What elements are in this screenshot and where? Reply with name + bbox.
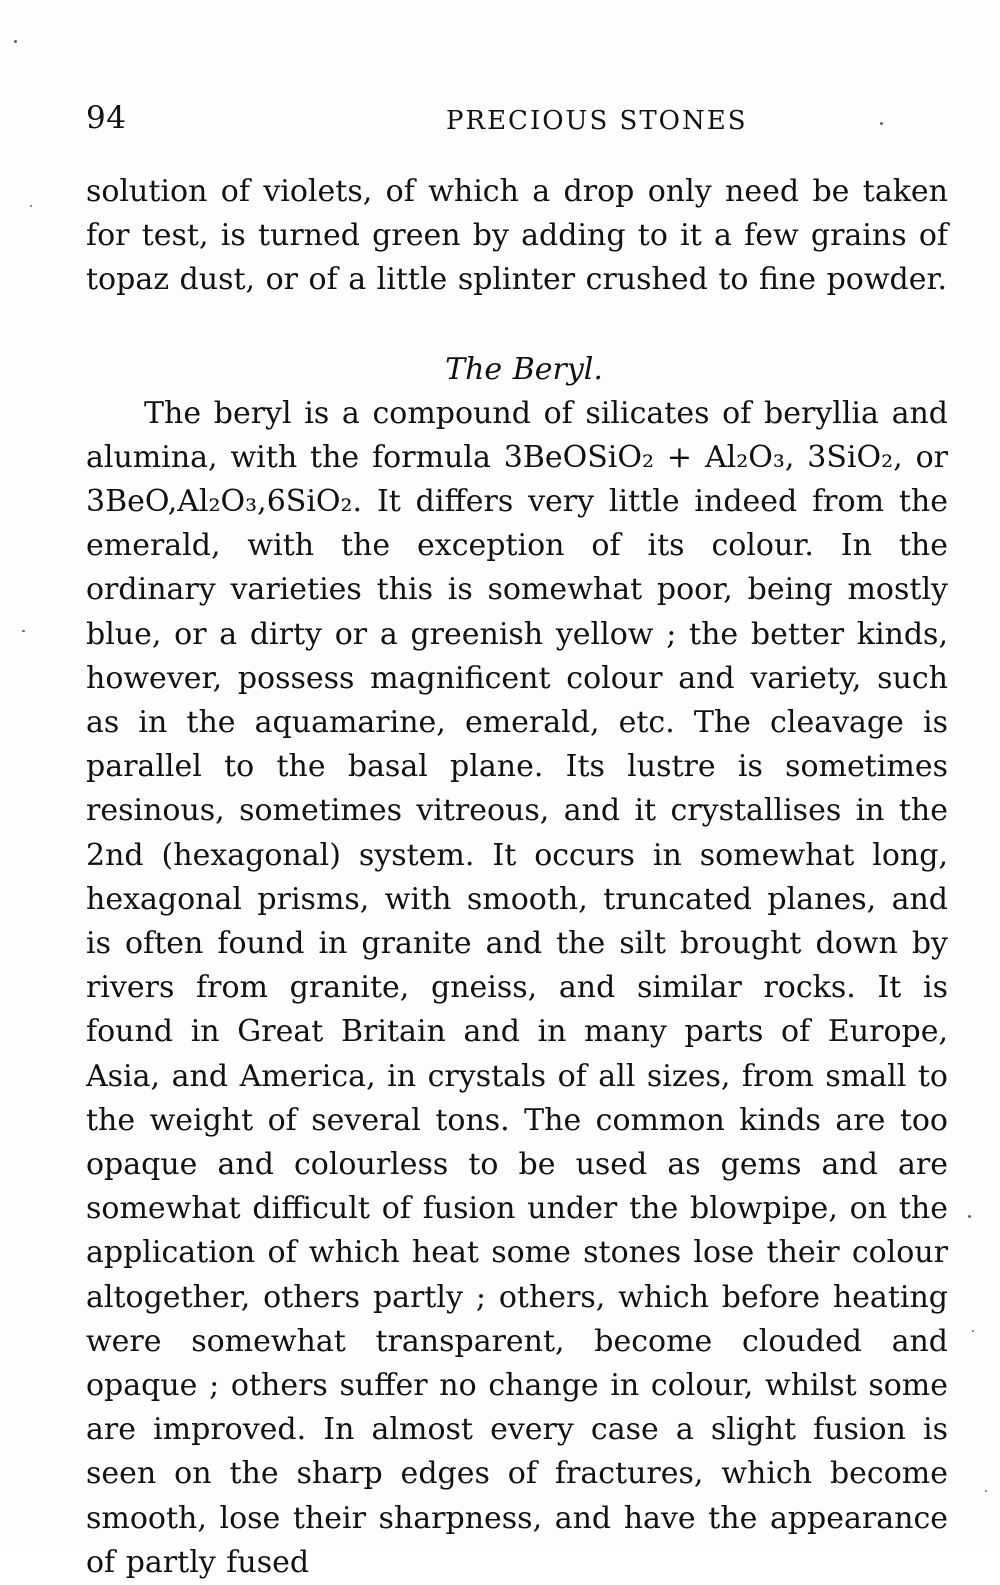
chemical-formula-one: 3BeOSiO₂ + Al₂O₃, 3SiO₂,	[503, 439, 903, 475]
scan-speck	[22, 630, 25, 632]
scan-speck	[972, 1330, 974, 1332]
scan-speck	[14, 40, 17, 43]
chemical-formula-two: 3BeO,Al₂O₃,6SiO₂.	[86, 484, 363, 520]
scan-speck	[985, 1490, 987, 1492]
scan-speck	[30, 205, 32, 207]
beryl-paragraph	[86, 392, 948, 1585]
scan-speck	[880, 122, 883, 125]
formula-connector: or	[915, 439, 948, 475]
body-text	[86, 170, 948, 1585]
continuation-paragraph: solution of violets, of which a drop only need be taken for test, is turned green by adding to it a few grains of topaz dust, or of a little splinter crushed to fine powder.	[86, 174, 948, 298]
beryl-body-text: It differs very little indeed from the emerald, with the exception of its colour. In the ordinary varieties this is somewhat poor, being mostly blue, or a dirty or a greenish yellow ; the better kinds, however, possess magnificent colour and variety, such as in the aquamarine, emerald, etc. The cleavage is parallel to the basal plane. Its lustre is sometimes resinous, sometimes vitreous, and it crystallises in the 2nd (hexagonal) system. It occurs in somewhat long, hexagonal prisms, with smooth, truncated planes, and is often found in granite and the silt brought down by rivers from granite, gneiss, and similar rocks. It is found in Great Britain and in many parts of Europe, Asia, and America, in crystals of all sizes, from small to the weight of several tons. The common kinds are too opaque and colourless to be used as gems and are somewhat difficult of fusion under the blowpipe, on the application of which heat some stones lose their colour altogether, others partly ; others, which before heating were somewhat transparent, become clouded and opaque ; others suffer no change in colour, whilst some are improved. In almost every case a slight fusion is seen on the sharp edges of fractures, which become smooth, lose their sharpness, and have the appearance of partly fused	[86, 484, 948, 1580]
section-heading: The Beryl.	[445, 351, 603, 387]
beryl-intro-text: The beryl is a compound of silicates of beryllia and alumina, with the formula	[86, 395, 948, 475]
page-header	[86, 100, 946, 144]
scan-speck	[968, 1215, 971, 1218]
running-title: PRECIOUS STONES	[446, 106, 748, 136]
page-number: 94	[86, 100, 127, 136]
